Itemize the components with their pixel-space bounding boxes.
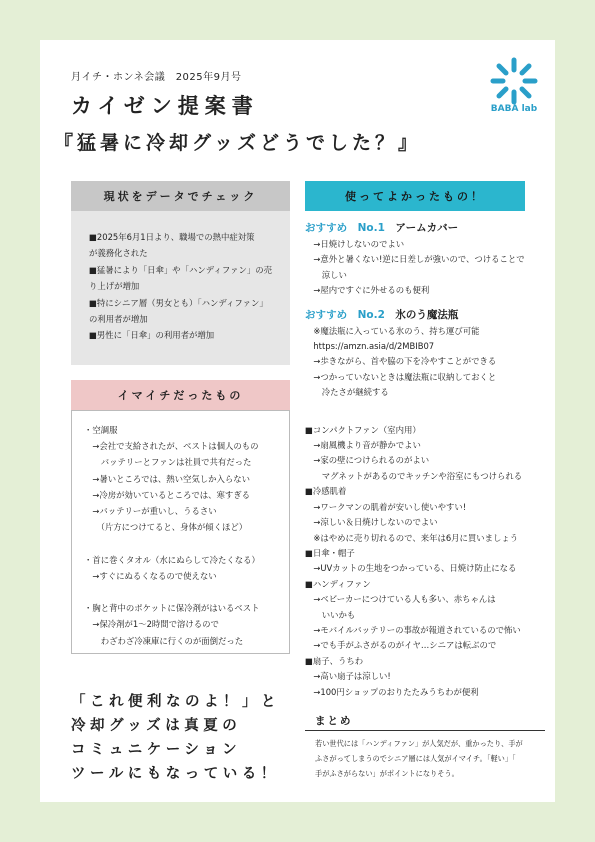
recommend-line: 冷たさが継続する	[305, 387, 389, 398]
data-line: ■特にシニア層（男女とも）「ハンディファン」	[89, 297, 268, 308]
meh-line: →保冷剤が1〜2時間で溶けるので	[84, 619, 219, 630]
data-section-title: 現状をデータでチェック	[71, 181, 290, 211]
conclusion-text	[71, 690, 280, 786]
conclusion-line: コミュニケーション	[71, 742, 242, 758]
item-line: →100円ショップのおりたたみうちわが便利	[305, 686, 479, 697]
recommend-line: →屋内ですぐに外せるのも便利	[305, 285, 430, 296]
recommend-1-label: おすすめ No.1	[305, 222, 385, 234]
recommend-line: →歩きながら、首や脇の下を冷やすことができる	[305, 356, 497, 367]
meh-spacer	[84, 535, 283, 551]
item-line: →でも手がふさがるのがイヤ…シニアは転ぶので	[305, 640, 497, 651]
meh-section-title: イマイチだったもの	[71, 380, 290, 410]
item-line: →モバイルバッテリーの事故が報道されているので怖い	[305, 624, 521, 635]
good-section-title: 使ってよかったもの！	[305, 181, 525, 211]
product-link[interactable]: https://amzn.asia/d/2MBIB07	[305, 341, 435, 352]
spacer	[305, 299, 545, 307]
data-line: が義務化された	[89, 248, 148, 259]
meh-line: →会社で支給されたが、ベストは個人のもの	[84, 441, 259, 452]
recommend-line: →つかっていないときは魔法瓶に収納しておくと	[305, 371, 497, 382]
meh-line: →すぐにぬるくなるので使えない	[84, 570, 217, 581]
recommend-line: →日焼けしないのでよい	[305, 239, 405, 249]
item-line: ■コンパクトファン（室内用）	[305, 424, 421, 435]
meh-line: バッテリーとファンは社員で共有だった	[84, 457, 252, 468]
conclusion-line: 冷却グッズは真夏の	[71, 718, 242, 734]
item-line: →扇風機より音が静かでよい	[305, 440, 421, 451]
data-line: り上げが増加	[89, 281, 140, 292]
page-subtitle: 『猛暑に冷却グッズどうでした？』	[54, 132, 422, 154]
recommend-1-name: アームカバー	[384, 222, 459, 234]
sunburst-logo-icon	[484, 52, 544, 112]
item-line: ■扇子、うちわ	[305, 655, 364, 666]
page-title: カイゼン提案書	[71, 94, 259, 118]
summary-title: まとめ	[315, 715, 353, 727]
recommend-1-heading	[305, 220, 545, 237]
item-line: ■冷感肌着	[305, 486, 347, 497]
recommend-line: 涼しい	[305, 269, 347, 280]
meh-line: →暑いところでは、熱い空気しか入らない	[84, 473, 251, 484]
recommend-line: →意外と暑くない!逆に日差しが強いので、つけることで	[305, 254, 525, 265]
data-line: ■2025年6月1日より、職場での熱中症対策	[89, 232, 255, 242]
meh-line: ・胸と背中のポケットに保冷剤がはいるベスト	[84, 603, 260, 614]
logo-text: BABA lab	[490, 104, 538, 114]
document-page	[40, 40, 555, 802]
conclusion-line: ツールにもなっている！	[71, 766, 280, 782]
meh-line: （片方につけてると、身体が傾くほど）	[84, 522, 248, 533]
meh-line: ・空調服	[84, 425, 118, 435]
summary-divider	[305, 730, 545, 731]
conclusion-line: 「これ便利なのよ！」と	[71, 694, 280, 710]
meh-line: ・首に巻くタオル（水にぬらして冷たくなる）	[84, 554, 260, 565]
recommend-line: ※魔法瓶に入っている氷のう、持ち運び可能	[305, 325, 480, 336]
issue-label: 月イチ・ホンネ会議 2025年9月号	[71, 72, 242, 83]
data-line: ■猛暑により「日傘」や「ハンディファン」の売	[89, 264, 272, 275]
item-line: ※はやめに売り切れるので、来年は6月に買いましょう	[305, 532, 519, 543]
summary-line: 若い世代には「ハンディファン」が人気だが、重かったり、手が	[315, 739, 523, 748]
data-line: ■男性に「日傘」の利用者が増加	[89, 330, 215, 341]
summary-line: 手がふさがらない」がポイントになりそう。	[315, 769, 459, 778]
data-section-body	[71, 211, 290, 365]
item-line: →ワークマンの肌着が安いし使いやすい!	[305, 501, 467, 512]
item-line: →高い扇子は涼しい!	[305, 671, 391, 682]
item-line: →UVカットの生地をつかっている、日焼け防止になる	[305, 563, 517, 574]
item-line: →ベビーカーにつけている人も多い、赤ちゃんは	[305, 594, 496, 605]
data-line: の利用者が増加	[89, 314, 148, 325]
spacer	[305, 401, 545, 423]
item-line: マグネットがあるのでキッチンや浴室にもつけられる	[305, 470, 523, 481]
meh-spacer	[84, 584, 283, 600]
recommend-2-heading	[305, 307, 545, 324]
good-section-body	[305, 220, 545, 700]
item-line: いいかも	[305, 609, 356, 620]
item-line: →涼しい＆日焼けしないのでよい	[305, 517, 438, 528]
meh-line: →バッテリーが重いし、うるさい	[84, 506, 217, 517]
meh-line: →冷房が効いているところでは、寒すぎる	[84, 489, 251, 500]
summary-line: ふさがってしまうのでシニア層には人気がイマイチ。「軽い」「	[315, 754, 516, 763]
meh-section-body	[71, 410, 290, 654]
recommend-2-name: 氷のう魔法瓶	[384, 308, 459, 321]
meh-line: わざわざ冷凍庫に行くのが面倒だった	[84, 635, 244, 646]
item-line: ■日傘・帽子	[305, 547, 355, 558]
recommend-2-label: おすすめ No.2	[305, 308, 385, 321]
item-line: ■ハンディファン	[305, 578, 371, 589]
summary-text	[315, 736, 547, 781]
item-line: →家の壁につけられるのがよい	[305, 455, 430, 466]
